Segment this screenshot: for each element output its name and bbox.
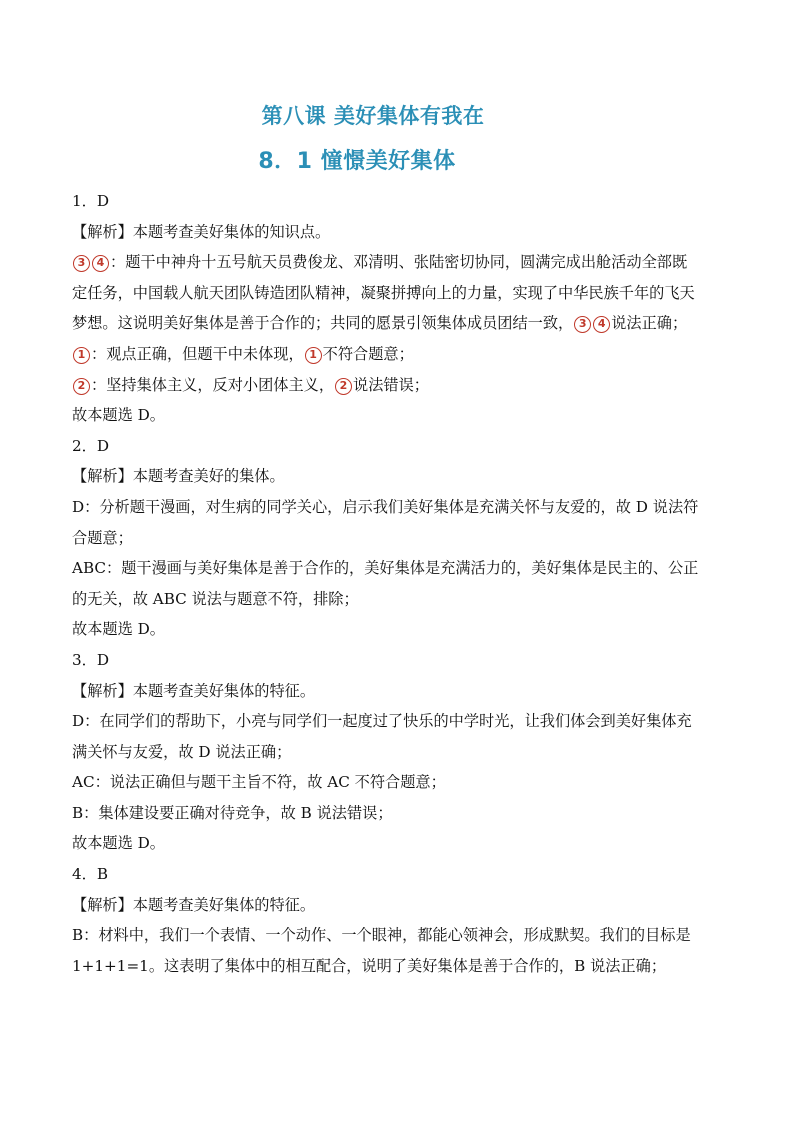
circled-number-2: 2 <box>335 378 352 395</box>
q1-paragraph-line-2: 定任务，中国载人航天团队铸造团队精神，凝聚拼搏向上的力量，实现了中华民族千年的飞天 <box>72 283 695 302</box>
q4-answer: 4．B <box>72 865 109 884</box>
circled-number-2: 2 <box>73 378 90 395</box>
q4-analysis: 【解析】本题考查美好集体的特征。 <box>72 895 315 914</box>
q1-answer: 1．D <box>72 192 110 210</box>
q1-p3-text-b: 说法错误； <box>353 375 429 394</box>
q1-option-1-line <box>72 339 728 370</box>
section-title: 8．1 憧憬美好集体 <box>258 149 456 174</box>
q3-conclusion: 故本题选 D。 <box>72 834 165 853</box>
circled-number-1: 1 <box>305 347 322 364</box>
q1-p2-text-a: ：观点正确，但题干中未体现， <box>91 344 304 363</box>
q1-p3-text-a: ：坚持集体主义，反对小团体主义， <box>91 375 334 394</box>
q3-line-3: AC：说法正确但与题干主旨不符，故 AC 不符合题意； <box>72 773 446 792</box>
circled-number-1: 1 <box>73 347 90 364</box>
q1-paragraph-line-3 <box>72 308 728 339</box>
q2-analysis: 【解析】本题考查美好的集体。 <box>72 467 285 486</box>
q1-option-2-line <box>72 370 728 401</box>
circled-number-3: 3 <box>73 255 90 272</box>
q2-conclusion: 故本题选 D。 <box>72 620 165 639</box>
q2-line-3: ABC：题干漫画与美好集体是善于合作的，美好集体是充满活力的，美好集体是民主的、公正 <box>72 559 699 578</box>
q3-answer: 3．D <box>72 650 110 669</box>
circled-number-4: 4 <box>593 316 610 333</box>
q3-line-2: 满关怀与友爱，故 D 说法正确； <box>72 742 292 761</box>
q2-answer: 2．D <box>72 436 110 455</box>
q4-line-1: B：材料中，我们一个表情、一个动作、一个眼神，都能心领神会，形成默契。我们的目标是 <box>72 926 691 945</box>
q3-line-1: D：在同学们的帮助下，小亮与同学们一起度过了快乐的中学时光，让我们体会到美好集体充 <box>72 712 692 731</box>
q1-conclusion: 故本题选 D。 <box>72 406 165 425</box>
q1-p1-l1-text: ：题干中神舟十五号航天员费俊龙、邓清明、张陆密切协同，圆满完成出舱活动全部既 <box>110 253 688 272</box>
q2-line-2: 合题意； <box>72 528 133 547</box>
q2-line-1: D：分析题干漫画，对生病的同学关心，启示我们美好集体是充满关怀与友爱的，故 D 说法符 <box>72 497 699 516</box>
circled-number-3: 3 <box>574 316 591 333</box>
q1-p1-l3-text-a: 梦想。这说明美好集体是善于合作的；共同的愿景引领集体成员团结一致， <box>72 314 574 333</box>
q1-analysis: 【解析】本题考查美好集体的知识点。 <box>72 222 331 241</box>
q1-paragraph-line-1 <box>72 247 728 278</box>
circled-number-4: 4 <box>92 255 109 272</box>
q2-line-4: 的无关，故 ABC 说法与题意不符，排除； <box>72 589 359 608</box>
answer-content <box>72 186 728 981</box>
chapter-title: 第八课 美好集体有我在 <box>261 104 485 128</box>
q1-p1-l3-text-b: 说法正确； <box>611 314 688 333</box>
q4-line-2: 1+1+1=1。这表明了集体中的相互配合，说明了美好集体是善于合作的，B 说法正确； <box>72 956 667 975</box>
q1-p2-text-b: 不符合题意； <box>322 344 414 363</box>
q3-analysis: 【解析】本题考查美好集体的特征。 <box>72 681 315 700</box>
q3-line-4: B：集体建设要正确对待竞争，故 B 说法错误； <box>72 803 393 822</box>
